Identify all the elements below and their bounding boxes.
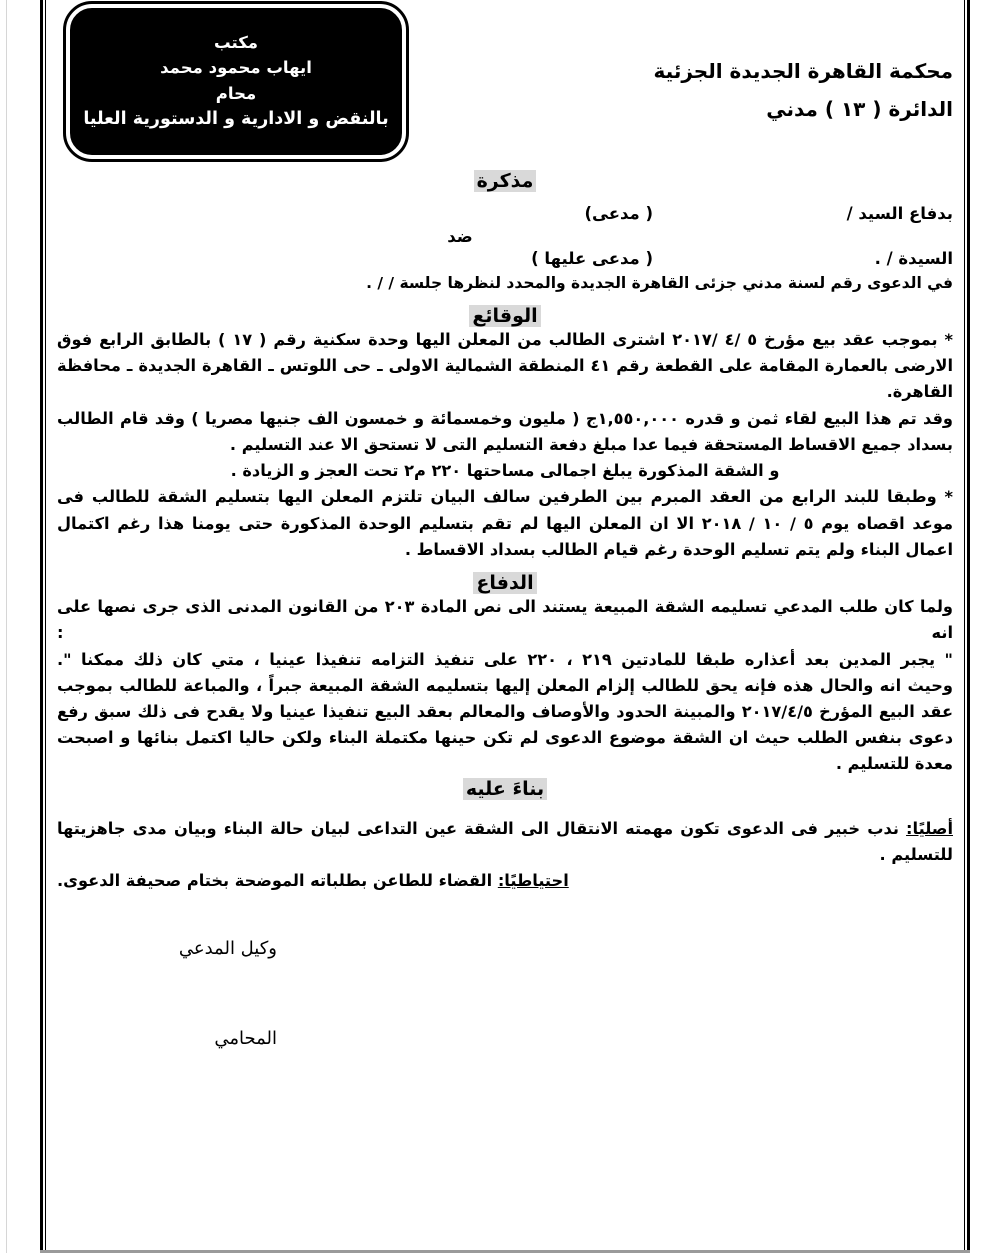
letterhead-line-2: ايهاب محمود محمد — [160, 58, 312, 78]
request-primary — [57, 816, 953, 868]
versus-label: ضد — [447, 226, 473, 246]
defense-paragraph: " يجبر المدين بعد أعذاره طبقا للمادتين ٢١٩ ، ٢٢٠ على تنفيذ التزامه تنفيذا عينيا ، متي كان ذلك ممكنا ". — [57, 649, 953, 669]
defendant-label: السيدة / . — [874, 248, 953, 268]
plaintiff-row — [57, 201, 953, 227]
letterhead-line-4: بالنقض و الادارية و الدستورية العليا — [83, 109, 389, 130]
memo-title-text: مذكرة — [474, 170, 537, 192]
facts-paragraph: و الشقة المذكورة يبلغ اجمالى مساحتها ٢٢٠ م٢ تحت العجز و الزيادة . — [230, 461, 780, 481]
request-primary-text: ندب خبير فى الدعوى تكون مهمته الانتقال الى الشقة عين التداعى لبيان حالة البناء وبيان مدى جاهزيتها للتسليم . — [57, 818, 953, 864]
requests-heading — [57, 778, 953, 800]
plaintiff-role: ( مدعى) — [584, 204, 653, 223]
signature-agent: وكيل المدعي — [178, 938, 277, 959]
document-sheet — [40, 0, 970, 1253]
defense-heading-text: الدفاع — [473, 572, 536, 594]
requests-heading-text: بناءَ عليه — [463, 778, 547, 800]
facts-paragraph: * بموجب عقد بيع مؤرخ ٥ /٤ /٢٠١٧ اشترى الطالب من المعلن اليها وحدة سكنية رقم ( ١٧ ) بالطابق الرابع فوق الارضى بالعمارة المقامة على القطعة رقم ٤١ المنطقة الشمالية الاولى ـ حى اللوتس ـ القاهرة الجديدة ـ محافظة القاهرة. — [57, 329, 953, 402]
defense-heading — [57, 572, 953, 594]
court-name: محكمة القاهرة الجديدة الجزئية — [653, 59, 953, 83]
request-alternative-text: القضاء للطاعن بطلباته الموضحة بختام صحيفة الدعوى. — [57, 871, 498, 891]
page-gutter-line — [6, 0, 7, 1253]
defense-paragraph: ولما كان طلب المدعي تسليمه الشقة المبيعة يستند الى نص المادة ٢٠٣ من القانون المدنى الذى جرى نصها على انه : — [57, 597, 953, 643]
plaintiff-label: بدفاع السيد / — [846, 204, 953, 223]
request-alternative — [57, 868, 953, 894]
facts-heading — [57, 305, 953, 327]
letterhead-line-1: مكتب — [214, 32, 259, 52]
letterhead-line-3: محام — [215, 83, 257, 103]
page-bottom-shadow — [40, 1250, 970, 1253]
letterhead-box — [66, 4, 406, 159]
request-alternative-label: احتياطيًا: — [497, 871, 569, 891]
facts-paragraph: * وطبقا للبند الرابع من العقد المبرم بين الطرفين سالف البيان تلتزم المعلن اليها بتسليم الشقة للطالب فى موعد اقصاه يوم ٥ / ١٠ / ٢٠١٨ الا ان المعلن اليها لم تقم بتسليم الوحدة المذكورة حتى يومنا هذا رغم اكتمال اعمال البناء ولم يتم تسليم الوحدة رغم قيام الطالب بسداد الاقساط . — [57, 487, 954, 559]
signature-lawyer: المحامي — [214, 1028, 277, 1049]
facts-heading-text: الوقائع — [469, 305, 540, 327]
defense-paragraph: وحيث انه والحال هذه فإنه يحق للطالب إلزام المعلن إليها بتسليمه الشقة المبيعة جبراً ، والمباعة للطالب بموجب عقد البيع المؤرخ ٢٠١٧/٤/٥ والمبينة الحدود والأوصاف والمعالم بعقد البيع تنفيذا عينيا ولا يقدح فى ذلك سبق رفع دعوى بنفس الطلب حيث ان الشقة موضوع الدعوى لم تكن حينها مكتملة البناء ولكن حاليا اكتمل بنائها و اصبحت معدة للتسليم . — [57, 675, 953, 774]
request-primary-label: أصليًا: — [906, 818, 953, 838]
facts-paragraph: وقد تم هذا البيع لقاء ثمن و قدره ١,٥٥٠,٠٠٠ج ( مليون وخمسمائة و خمسون الف جنيها مصريا ) وقد قام الطالب بسداد جميع الاقساط المستحقة فيما عدا مبلغ دفعة التسليم التى لا تستحق الا عند التسليم . — [57, 408, 953, 454]
court-circuit: الدائرة ( ١٣ ) مدني — [766, 97, 953, 121]
memo-title — [57, 170, 953, 192]
document-body — [57, 170, 953, 894]
case-number-line: في الدعوى رقم لسنة مدني جزئى القاهرة الجديدة والمحدد لنظرها جلسة / / . — [366, 274, 953, 293]
defendant-role: ( مدعى عليها ) — [531, 248, 653, 268]
defendant-row — [57, 246, 953, 272]
court-header — [654, 52, 953, 128]
document-content — [51, 0, 959, 1253]
